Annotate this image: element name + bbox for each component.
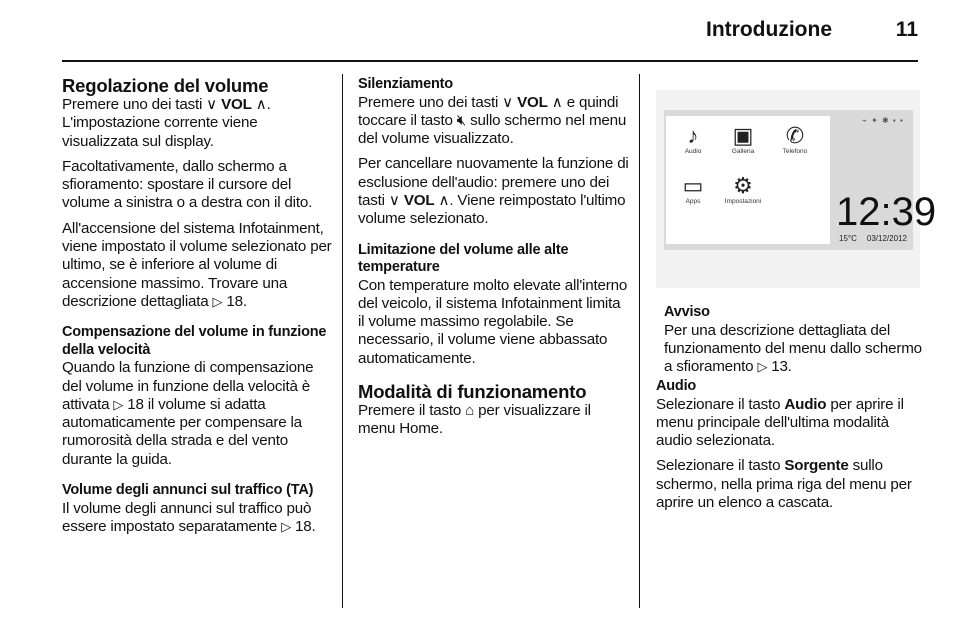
note-text: Per una descrizione dettagliata del funzionamento del menu dallo schermo a sfioramento ▷ 13. xyxy=(664,321,922,376)
page-ref-icon: ▷ xyxy=(757,359,768,375)
heading-audio: Audio xyxy=(656,378,697,394)
chapter-title: Introduzione xyxy=(706,18,832,41)
clock: 12:39 xyxy=(836,190,937,234)
column-1 xyxy=(62,76,332,543)
page-number: 11 xyxy=(895,18,918,41)
column-divider-2 xyxy=(639,74,640,608)
paragraph: All'accensione del sistema Infotainment, viene impostato il volume selezionato per ultimo, se è inferiore al volume di accensione massimo. Trovare una descrizione dettagliata ▷ 18. xyxy=(62,219,332,310)
screen-display xyxy=(664,110,937,250)
gallery-icon: ▣ xyxy=(732,123,754,148)
home-screen-illustration xyxy=(656,90,937,288)
paragraph: Il volume degli annunci sul traffico può essere impostato separatamente ▷ 18. xyxy=(62,499,316,535)
gear-icon: ⚙ xyxy=(733,173,753,198)
apps-icon: ▭ xyxy=(682,173,704,198)
app-phone: ✆ Telefono xyxy=(770,124,820,155)
heading-volume: Regolazione del volume xyxy=(62,75,269,96)
app-audio: ♪ Audio xyxy=(668,124,718,155)
column-3 xyxy=(656,378,926,519)
status-bar-icons: ⌁ ✦ ✱ ▪ ▪ xyxy=(862,116,904,125)
heading-operating-modes: Modalità di funzionamento xyxy=(358,381,587,403)
app-gallery: ▣ Galleria xyxy=(718,124,768,155)
heading-speed-compensation: Compensazione del volume in funzione della velocità xyxy=(62,324,327,358)
paragraph: Premere uno dei tasti ∨ VOL ∧ e quindi toccare il tasto 🔇︎ sullo schermo nel menu del volume visualizzato. xyxy=(358,93,627,148)
paragraph: Con temperature molto elevate all'interno del veicolo, il sistema Infotainment limita il volume massimo regolabile. Se necessario, il volume viene abbassato automaticamente. xyxy=(358,276,628,367)
page-ref-icon: ▷ xyxy=(113,396,124,412)
heading-temperature-limit: Limitazione del volume alle alte temperature xyxy=(358,241,569,276)
music-note-icon: ♪ xyxy=(687,123,699,148)
column-divider-1 xyxy=(342,74,343,608)
paragraph: Quando la funzione di compensazione del volume in funzione della velocità è attivata ▷ 18 il volume si adatta automaticamente per compensare la rumorosità della strada e del vento durante la guida. xyxy=(62,359,314,468)
paragraph: Selezionare il tasto Audio per aprire il menu principale dell'ultima modalità audio selezionata. xyxy=(656,395,904,450)
heading-traffic-announcements: Volume degli annunci sul traffico (TA) xyxy=(62,482,314,499)
header-rule xyxy=(62,60,918,62)
home-icon: ⌂ xyxy=(465,402,475,420)
mute-icon: 🔇︎ xyxy=(456,111,467,129)
paragraph: Selezionare il tasto Sorgente sullo schermo, nella prima riga del menu per aprire un elenco a cascata. xyxy=(656,457,912,511)
app-apps: ▭ Apps xyxy=(668,174,718,205)
temperature: 15°C xyxy=(839,234,857,243)
paragraph: Facoltativamente, dallo schermo a sfioramento: spostare il cursore del volume a sinistra o a destra con il dito. xyxy=(62,157,313,212)
app-settings: ⚙ Impostazioni xyxy=(718,174,768,205)
paragraph: Premere il tasto ⌂ per visualizzare il menu Home. xyxy=(358,402,591,438)
page-ref-icon: ▷ xyxy=(212,293,223,309)
note-heading: Avviso xyxy=(664,304,710,320)
column-2 xyxy=(358,76,630,446)
home-menu xyxy=(666,116,830,244)
heading-mute: Silenziamento xyxy=(358,76,453,92)
paragraph: Premere uno dei tasti ∨ VOL ∧. L'impostazione corrente viene visualizzata sul display. xyxy=(62,96,271,150)
paragraph: Per cancellare nuovamente la funzione di esclusione dell'audio: premere uno dei tasti ∨ VOL ∧. Viene reimpostato l'ultimo volume selezionato. xyxy=(358,155,629,228)
note-box xyxy=(664,304,926,376)
phone-icon: ✆ xyxy=(785,123,805,148)
clock-info xyxy=(839,234,917,243)
page-ref-icon: ▷ xyxy=(281,518,292,534)
date: 03/12/2012 xyxy=(866,234,907,243)
